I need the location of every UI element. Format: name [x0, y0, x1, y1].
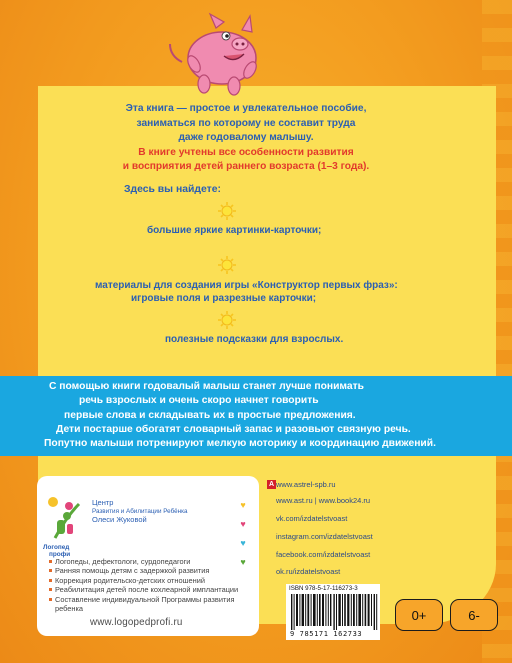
banner-line: Дети постарше обогатят словарный запас и разовьют связную речь.: [56, 423, 411, 435]
banner-line: С помощью книги годовалый малыш станет лучше понимать: [49, 381, 364, 392]
intro-line: даже годовалому малышу.: [178, 132, 314, 144]
site-link[interactable]: facebook.com/izdatelstvoast: [276, 550, 371, 559]
site-link[interactable]: vk.com/izdatelstvoast: [276, 514, 348, 523]
center-line: Олеси Жуковой: [92, 515, 147, 525]
sun-icon: [218, 256, 236, 274]
feature-item: материалы для создания игры «Конструктор первых фраз»:: [95, 280, 398, 291]
pig-mascot-icon: [164, 8, 272, 100]
heart-icons: [236, 498, 250, 574]
banner-text: [44, 380, 474, 451]
center-name: [92, 499, 188, 525]
heart-icon: ♥: [236, 517, 250, 531]
service-item: Ранняя помощь детям с задержкой развития: [48, 566, 253, 575]
intro-line: Эта книга — простое и увлекательное пособие,: [125, 103, 367, 114]
logo-line: Логопед: [43, 544, 70, 551]
logo-line: профи: [49, 551, 71, 559]
heart-icon: ♥: [236, 536, 250, 550]
site-link[interactable]: www.ast.ru | www.book24.ru: [276, 496, 371, 505]
logoped-url-link[interactable]: www.logopedprofi.ru: [90, 617, 183, 628]
intro-text: [80, 102, 412, 175]
service-item: Логопеды, дефектологи, сурдопедагоги: [48, 557, 253, 566]
heart-icon: ♥: [236, 555, 250, 569]
site-link[interactable]: www.astrel-spb.ru: [276, 480, 336, 489]
heart-icon: ♥: [236, 498, 250, 512]
barcode-icon: [291, 594, 379, 630]
service-item: Реабилитация детей после кохлеарной имплантации: [48, 585, 253, 594]
age-badge: 6-: [450, 599, 498, 631]
barcode-digits: 9 785171 162733: [290, 630, 363, 638]
find-heading: Здесь вы найдете:: [124, 184, 221, 195]
center-line: Центр: [92, 498, 114, 507]
logoped-logo-icon: [43, 494, 83, 544]
services-list: [48, 557, 253, 613]
center-line: Развития и Абилитации Ребёнка: [92, 507, 188, 515]
site-link[interactable]: instagram.com/izdatelstvoast: [276, 532, 373, 541]
banner-line: первые слова и складывать их в простые предложения.: [64, 409, 356, 421]
intro-line: заниматься по которому не составит труда: [136, 117, 356, 129]
isbn-text: ISBN 978-5-17-116273-3: [289, 585, 358, 592]
sun-icon: [218, 202, 236, 220]
age-badge: 0+: [395, 599, 443, 631]
feature-item: игровые поля и разрезные карточки;: [131, 293, 317, 304]
sun-icon: [218, 311, 236, 329]
intro-highlight-line: и восприятия детей раннего возраста (1–3 года).: [122, 161, 370, 173]
feature-item: полезные подсказки для взрослых.: [165, 334, 344, 345]
banner-line: речь взрослых и очень скоро начнет говорить: [79, 395, 319, 407]
banner-line: Попутно малыши потренируют мелкую моторику и координацию движений.: [44, 438, 436, 450]
publisher-logo-icon: А: [268, 481, 275, 488]
service-item: Составление индивидуальной Программы развития ребенка: [48, 595, 253, 614]
service-item: Коррекция родительско-детских отношений: [48, 576, 253, 585]
intro-highlight-line: В книге учтены все особенности развития: [138, 146, 354, 158]
site-link[interactable]: ok.ru/izdatelstvoast: [276, 567, 341, 576]
feature-item: большие яркие картинки-карточки;: [147, 225, 322, 236]
